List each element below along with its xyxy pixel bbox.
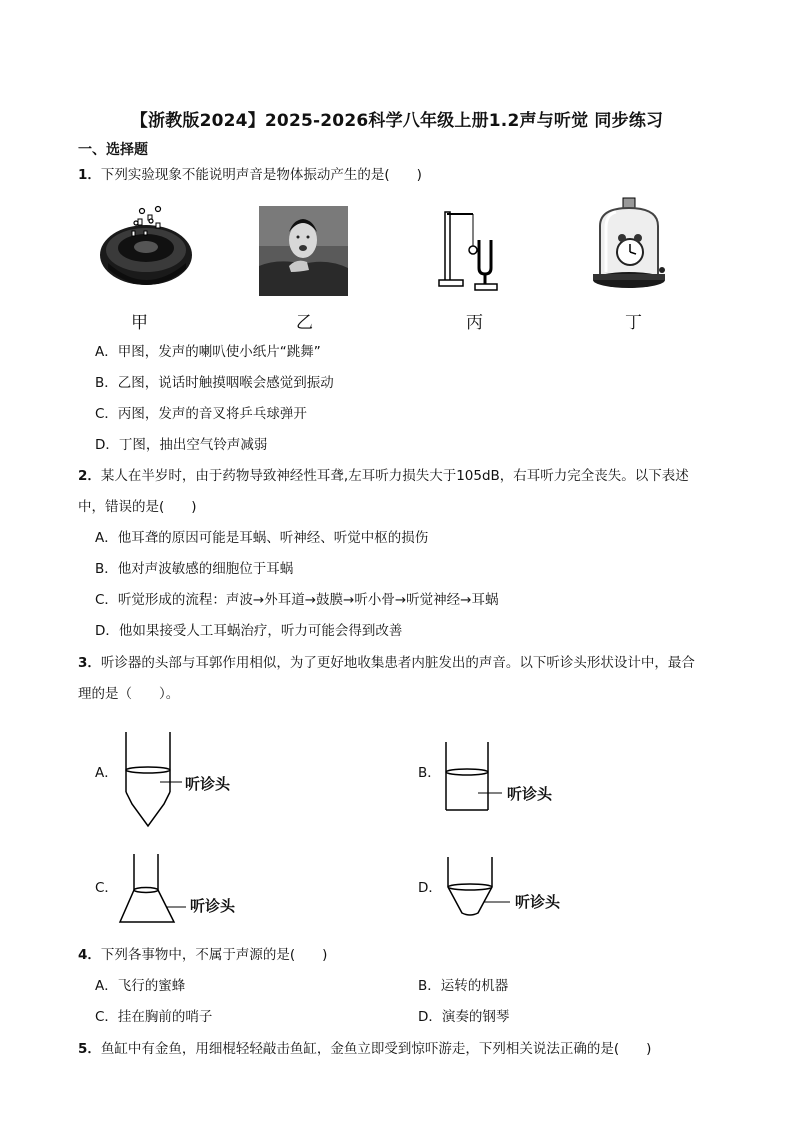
question-text-continued: 中，错误的是( ) [78, 499, 197, 515]
question-text: 下列实验现象不能说明声音是物体振动产生的是( ) [100, 167, 422, 183]
option-b: B．他对声波敏感的细胞位于耳蜗 [95, 561, 294, 577]
option-c: C．挂在胸前的哨子 [95, 1009, 213, 1025]
bell-jar-figure [590, 196, 670, 292]
part-label: 听诊头 [515, 893, 561, 911]
section-heading: 一、选择题 [78, 142, 148, 158]
question-text-continued: 理的是（ ）。 [78, 686, 180, 702]
option-d: D．丁图，抽出空气铃声减弱 [95, 437, 268, 453]
stethoscope-head-b [442, 740, 512, 815]
option-a: A．飞行的蜜蜂 [95, 978, 186, 994]
speaker-figure [98, 205, 198, 300]
question-1 [78, 167, 422, 183]
figure-caption: 丙 [466, 313, 483, 333]
option-c: C．丙图，发声的音叉将乒乓球弹开 [95, 406, 307, 422]
option-b: B．乙图，说话时触摸咽喉会感觉到振动 [95, 375, 334, 391]
person-touching-throat-photo [259, 206, 348, 296]
question-text: 某人在半岁时，由于药物导致神经性耳聋,左耳听力损失大于105dB，右耳听力完全丧失。以下表述 [100, 468, 689, 484]
part-label: 听诊头 [507, 785, 553, 803]
question-text: 听诊器的头部与耳郭作用相似，为了更好地收集患者内脏发出的声音。以下听诊头形状设计中，最合 [100, 655, 695, 671]
question-text: 鱼缸中有金鱼，用细棍轻轻敲击鱼缸，金鱼立即受到惊吓游走，下列相关说法正确的是( ) [100, 1041, 652, 1057]
stethoscope-head-d [440, 855, 515, 925]
question-text: 下列各事物中，不属于声源的是( ) [100, 947, 328, 963]
question-3 [78, 655, 695, 671]
part-label: 听诊头 [185, 775, 231, 793]
question-number: 3． [78, 655, 101, 671]
option-d: D．演奏的钢琴 [418, 1009, 510, 1025]
tuning-fork-figure [435, 206, 505, 292]
question-number: 4． [78, 947, 101, 963]
stethoscope-head-c [116, 852, 191, 927]
option-b-label: B． [418, 765, 441, 781]
question-number: 5． [78, 1041, 101, 1057]
question-number: 2． [78, 468, 101, 484]
figure-caption: 乙 [296, 313, 313, 333]
question-number: 1． [78, 167, 101, 183]
figure-caption: 丁 [625, 313, 642, 333]
option-d-label: D． [418, 880, 442, 896]
question-2 [78, 468, 689, 484]
question-4 [78, 947, 327, 963]
option-b: B．运转的机器 [418, 978, 509, 994]
option-c-label: C． [95, 880, 118, 896]
question-5 [78, 1041, 651, 1057]
figure-caption: 甲 [131, 313, 148, 333]
option-a: A．甲图，发声的喇叭使小纸片“跳舞” [95, 344, 321, 360]
part-label: 听诊头 [190, 897, 236, 915]
option-a: A．他耳聋的原因可能是耳蜗、听神经、听觉中枢的损伤 [95, 530, 429, 546]
option-d: D．他如果接受人工耳蜗治疗，听力可能会得到改善 [95, 623, 403, 639]
option-c: C．听觉形成的流程：声波→外耳道→鼓膜→听小骨→听觉神经→耳蜗 [95, 592, 499, 608]
option-a-label: A． [95, 765, 118, 781]
stethoscope-head-a [120, 730, 190, 830]
page-title: 【浙教版2024】2025-2026科学八年级上册1.2声与听觉 同步练习 [130, 111, 664, 131]
